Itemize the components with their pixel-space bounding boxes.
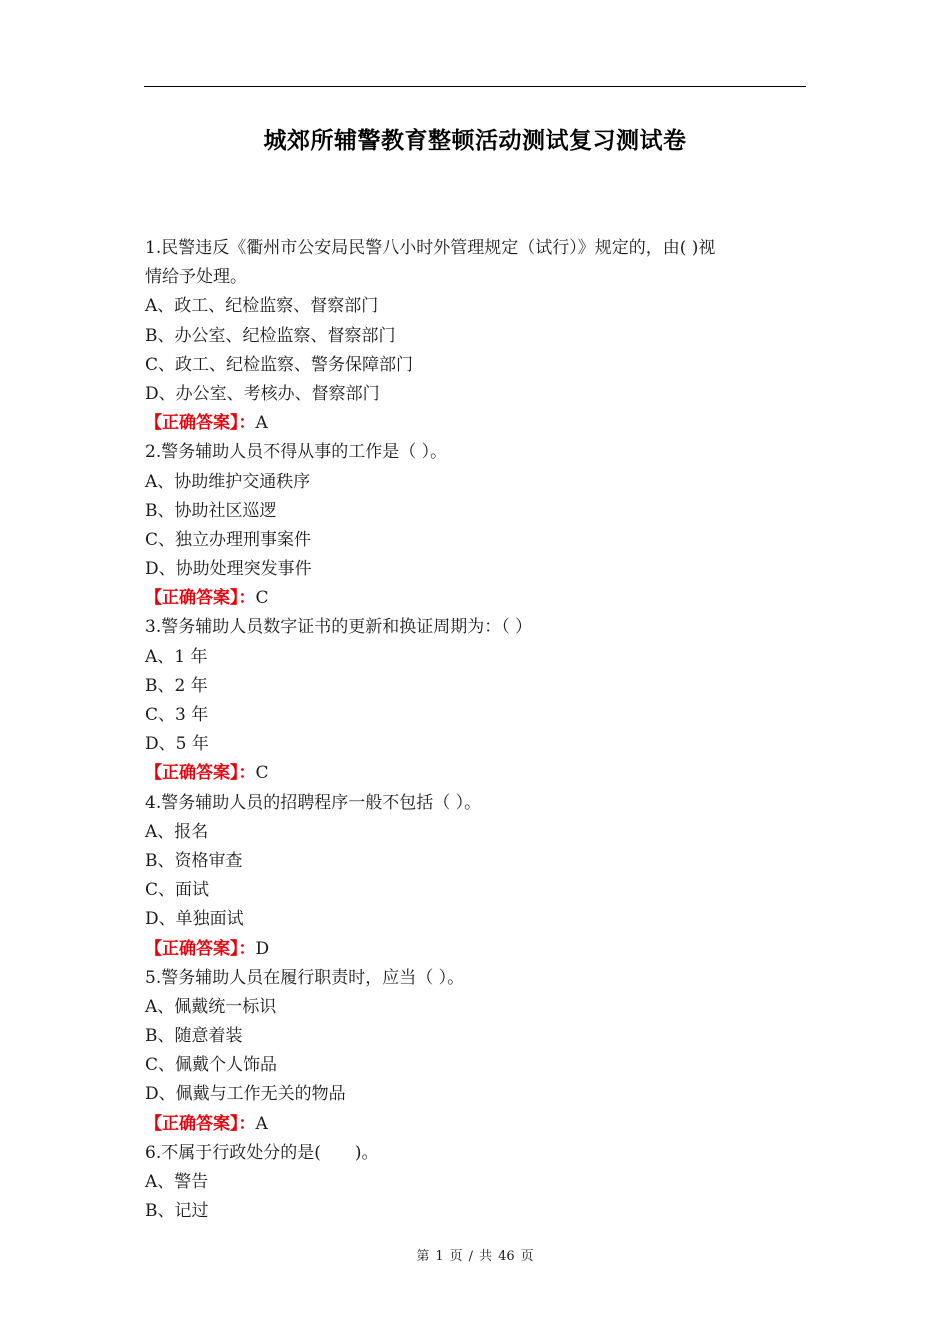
option-a: A、1 年 — [145, 646, 208, 667]
footer-total-unit: 页 — [520, 1249, 534, 1264]
answer-value: C — [255, 763, 269, 784]
header-rule — [144, 86, 806, 87]
option-b: B、随意着装 — [145, 1026, 243, 1047]
total-pages: 46 — [498, 1249, 515, 1264]
answer-value: A — [255, 1113, 268, 1134]
answer-label: 【正确答案】： — [145, 588, 256, 609]
option-a: A、协助维护交通秩序 — [145, 471, 311, 492]
question-5 — [145, 964, 807, 1139]
answer-line — [145, 1110, 807, 1139]
question-1 — [145, 234, 807, 438]
question-3 — [145, 613, 807, 788]
answer-line — [145, 935, 807, 964]
answer-label: 【正确答案】： — [145, 1113, 256, 1134]
question-stem: 4.警务辅助人员的招聘程序一般不包括（ ）。 — [145, 792, 482, 813]
question-4 — [145, 789, 807, 964]
question-6 — [145, 1139, 807, 1227]
answer-value: A — [255, 413, 268, 434]
option-c: C、政工、纪检监察、警务保障部门 — [145, 354, 414, 375]
answer-label: 【正确答案】： — [145, 938, 256, 959]
footer-total-prefix: 共 — [479, 1249, 493, 1264]
option-a: A、政工、纪检监察、督察部门 — [145, 296, 379, 317]
question-stem: 2.警务辅助人员不得从事的工作是（ ）。 — [145, 442, 448, 463]
document-title: 城郊所辅警教育整顿活动测试复习测试卷 — [263, 128, 687, 154]
option-d: D、办公室、考核办、督察部门 — [145, 383, 380, 404]
option-a: A、警告 — [145, 1172, 209, 1192]
answer-value: D — [255, 938, 270, 959]
option-c: C、3 年 — [145, 705, 209, 725]
option-a: A、佩戴统一标识 — [145, 996, 277, 1017]
option-d: D、协助处理突发事件 — [145, 559, 312, 580]
option-b: B、协助社区巡逻 — [145, 500, 277, 521]
answer-label: 【正确答案】： — [145, 413, 256, 434]
answer-label: 【正确答案】： — [145, 763, 256, 784]
option-b: B、资格审查 — [145, 850, 243, 871]
option-a: A、报名 — [145, 821, 209, 842]
option-d: D、5 年 — [145, 734, 209, 755]
option-c: C、面试 — [145, 880, 210, 901]
footer-prefix: 第 — [416, 1249, 430, 1264]
page-footer — [0, 1245, 950, 1264]
answer-line — [145, 759, 807, 788]
option-b: B、2 年 — [145, 675, 208, 696]
option-c: C、独立办理刑事案件 — [145, 529, 312, 550]
question-stem: 1.民警违反《衢州市公安局民警八小时外管理规定（试行）》规定的，由( )视 — [145, 238, 716, 258]
answer-line — [145, 409, 807, 438]
question-list — [145, 234, 807, 1226]
footer-page-unit: 页 — [449, 1249, 463, 1264]
option-b: B、记过 — [145, 1201, 209, 1222]
question-stem: 6.不属于行政处分的是( )。 — [145, 1142, 379, 1163]
footer-separator: / — [468, 1249, 474, 1264]
page-number: 1 — [435, 1249, 444, 1264]
question-stem: 3.警务辅助人员数字证书的更新和换证周期为：（ ） — [145, 617, 533, 638]
question-stem: 5.警务辅助人员在履行职责时，应当（ ）。 — [145, 967, 465, 988]
option-b: B、办公室、纪检监察、督察部门 — [145, 325, 396, 346]
answer-value: C — [255, 588, 269, 609]
option-d: D、佩戴与工作无关的物品 — [145, 1084, 346, 1105]
question-2 — [145, 438, 807, 613]
option-c: C、佩戴个人饰品 — [145, 1055, 278, 1076]
answer-line — [145, 584, 807, 613]
question-stem-continued: 情给予处理。 — [145, 267, 247, 288]
option-d: D、单独面试 — [145, 909, 244, 930]
